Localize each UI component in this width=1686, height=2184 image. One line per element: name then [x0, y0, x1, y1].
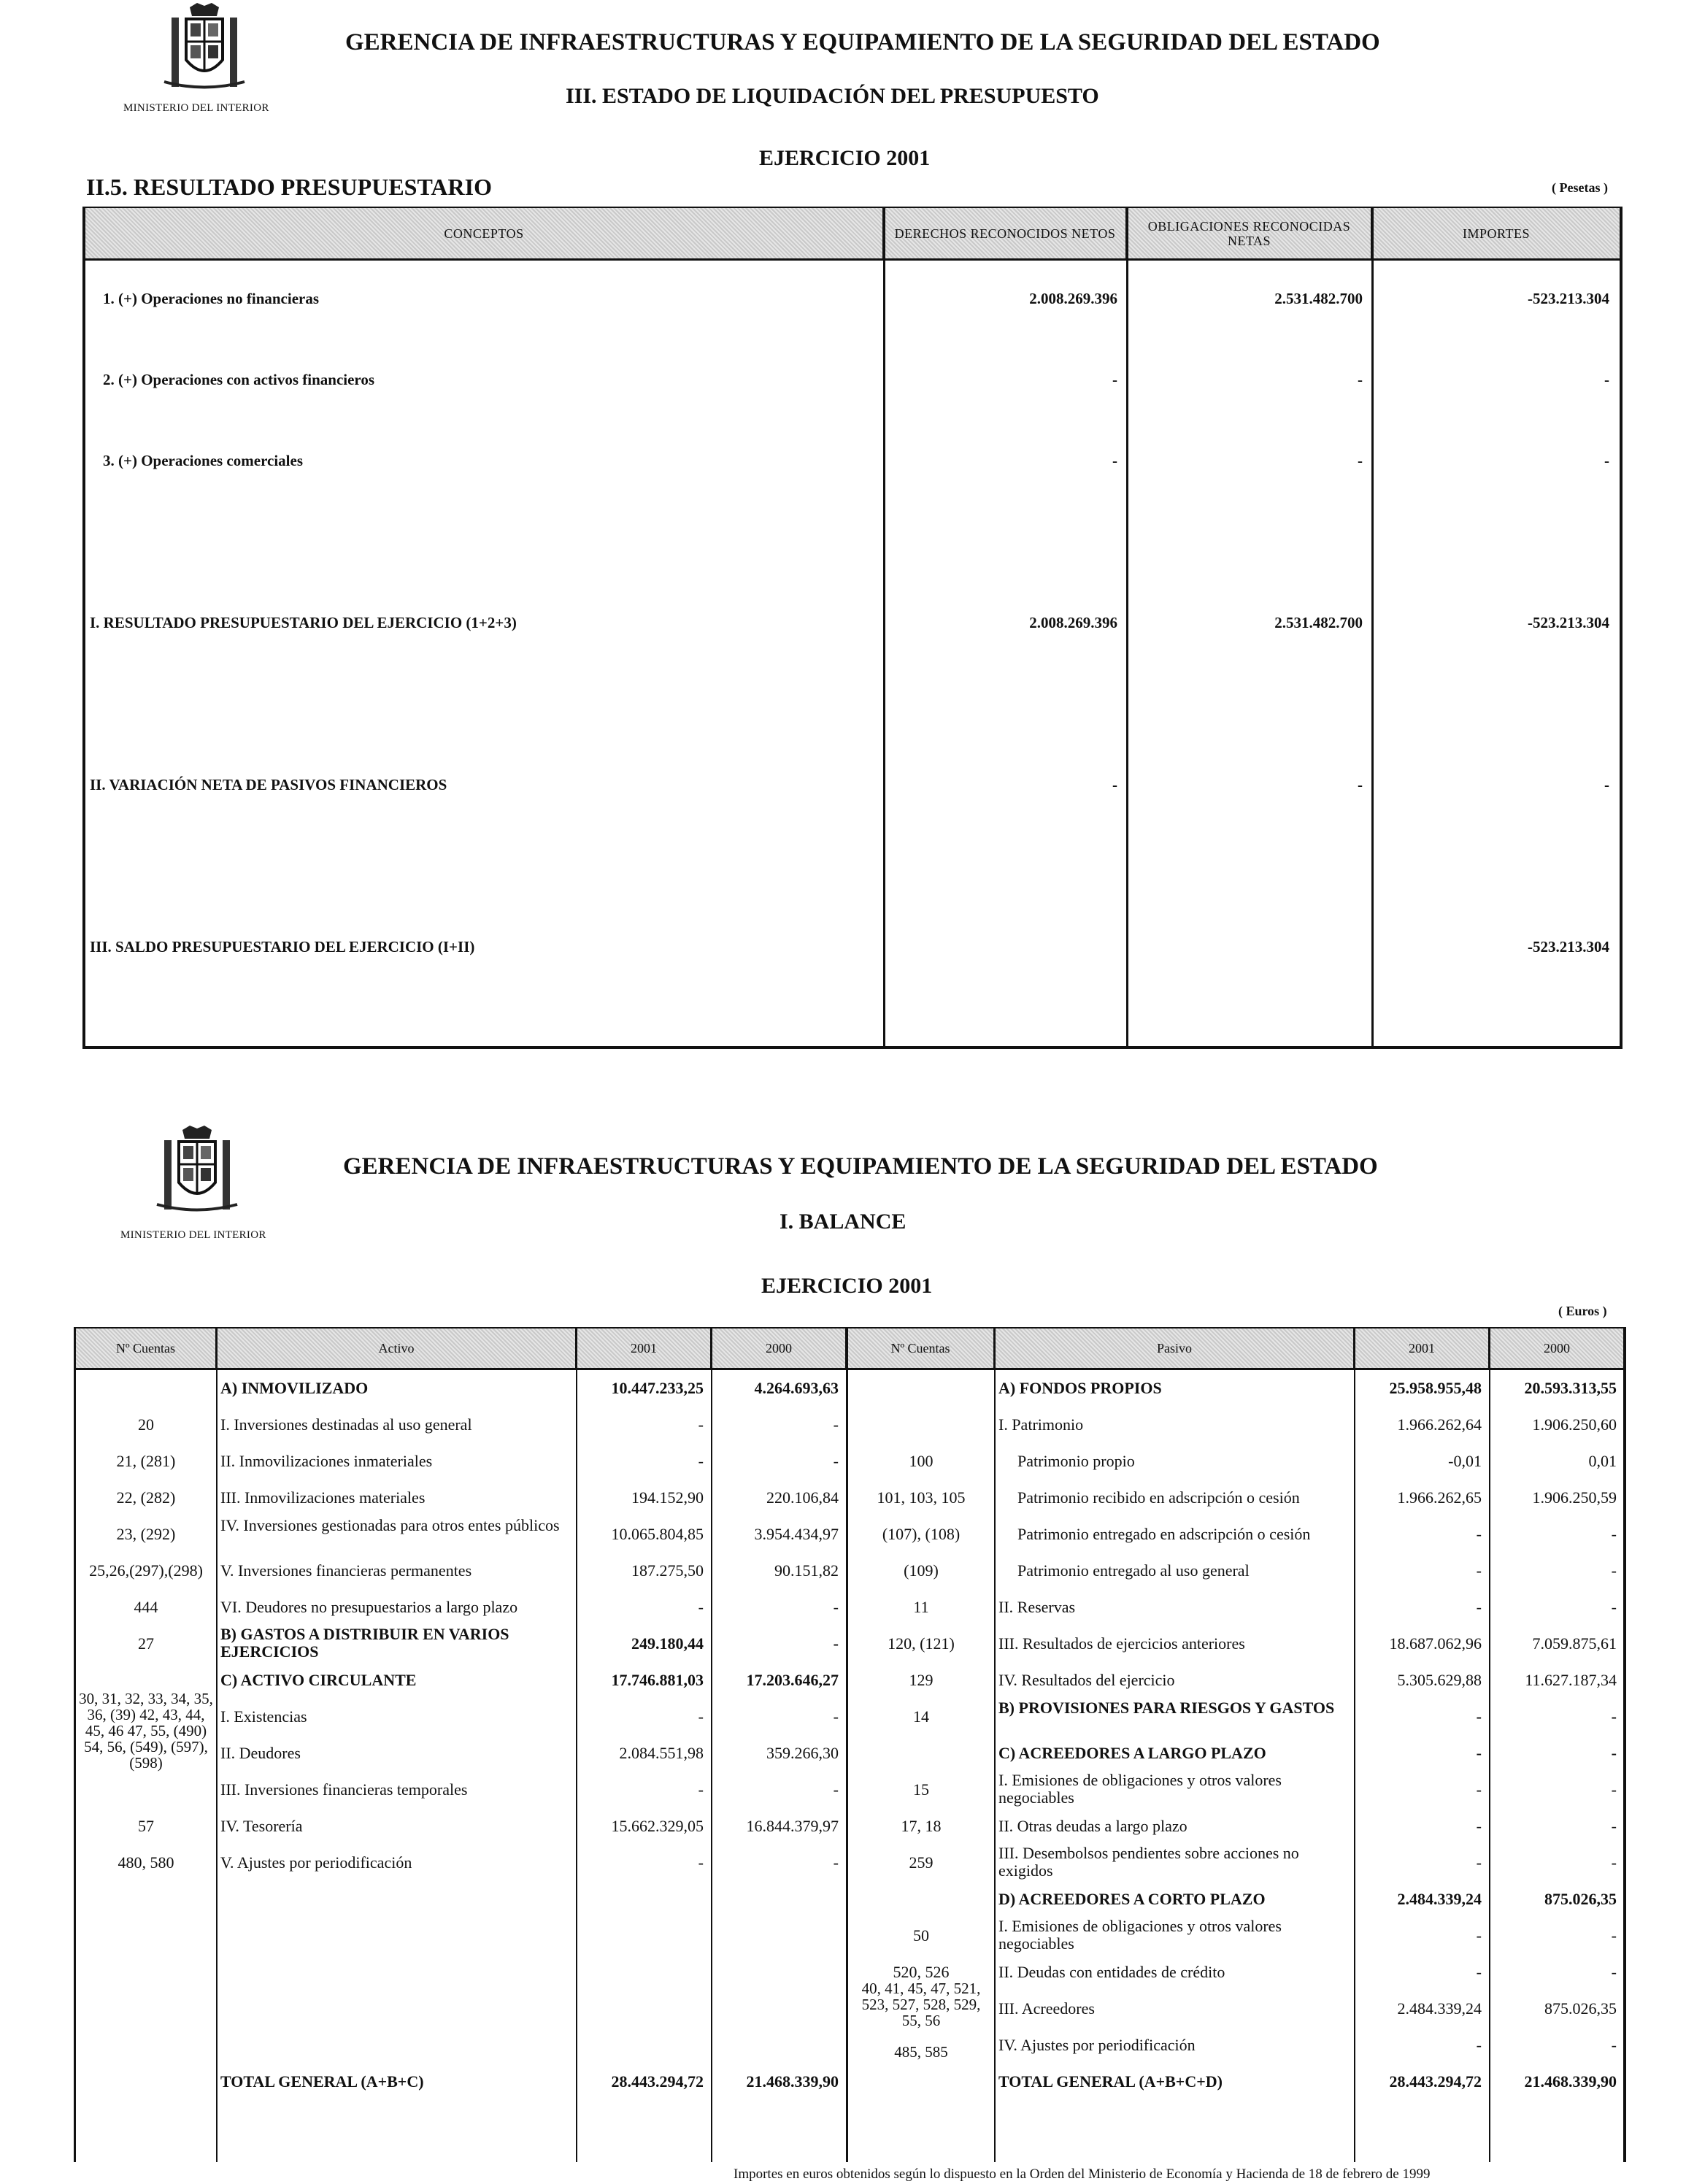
- column-divider: [576, 1329, 577, 2162]
- row-importes: -: [1604, 452, 1609, 469]
- activo-2001: 10.065.804,85: [611, 1525, 704, 1543]
- activo-label: II. Deudores: [220, 1744, 301, 1762]
- column-divider: [994, 1329, 996, 2162]
- pasivo-account: 15: [913, 1780, 929, 1799]
- organization-title: GERENCIA DE INFRAESTRUCTURAS Y EQUIPAMIENTO DE LA SEGURIDAD DEL ESTADO: [343, 1153, 1378, 1180]
- pasivo-label: I. Emisiones de obligaciones y otros valores negociables: [998, 1917, 1282, 1953]
- pasivo-label: Patrimonio propio: [1017, 1452, 1135, 1470]
- pasivo-account: (109): [904, 1561, 939, 1580]
- ministry-label: MINISTERIO DEL INTERIOR: [123, 102, 269, 114]
- activo-2001: 187.275,50: [631, 1561, 704, 1580]
- pasivo-2001: 1.966.262,65: [1397, 1488, 1482, 1507]
- currency-unit: ( Pesetas ): [1552, 180, 1608, 195]
- pasivo-2000: -: [1611, 1525, 1617, 1543]
- pasivo-2000: -: [1611, 2036, 1617, 2054]
- activo-2000: 220.106,84: [766, 1488, 839, 1507]
- pasivo-2000: 7.059.875,61: [1532, 1634, 1617, 1653]
- row-obligaciones: -: [1358, 776, 1363, 793]
- pasivo-2001: -: [1476, 1817, 1482, 1835]
- activo-label: A) INMOVILIZADO: [220, 1379, 369, 1397]
- pasivo-2001: 2.484.339,24: [1397, 1999, 1482, 2018]
- table-row: [85, 452, 1620, 478]
- activo-account: 22, (282): [116, 1488, 176, 1507]
- activo-label: III. Inversiones financieras temporales: [220, 1780, 468, 1799]
- table-row: [85, 290, 1620, 316]
- activo-label: V. Ajustes por periodificación: [220, 1853, 412, 1872]
- activo-account: 444: [134, 1598, 158, 1616]
- table-row: [85, 776, 1620, 802]
- pasivo-label: A) FONDOS PROPIOS: [998, 1379, 1162, 1397]
- pasivo-label: I. Patrimonio: [998, 1415, 1084, 1434]
- table-row: [85, 614, 1620, 640]
- pasivo-2001: -: [1476, 1744, 1482, 1762]
- column-header-conceptos: CONCEPTOS: [85, 208, 885, 261]
- column-header-accounts-pasivo: Nº Cuentas: [847, 1329, 996, 1370]
- column-divider: [216, 1329, 218, 2162]
- pasivo-label: IV. Resultados del ejercicio: [998, 1671, 1175, 1689]
- activo-label: B) GASTOS A DISTRIBUIR EN VARIOS EJERCICIOS: [220, 1625, 509, 1661]
- activo-account: 21, (281): [116, 1452, 176, 1470]
- row-concept: 1. (+) Operaciones no financieras: [103, 290, 320, 307]
- section-subtitle: II.5. RESULTADO PRESUPUESTARIO: [86, 174, 492, 200]
- pasivo-2000: 0,01: [1588, 1452, 1617, 1470]
- activo-account: 57: [138, 1817, 154, 1835]
- column-header-pasivo-2001: 2001: [1355, 1329, 1490, 1370]
- activo-2000: -: [833, 1780, 839, 1799]
- pasivo-account: 50: [913, 1926, 929, 1945]
- activo-2000: -: [833, 1707, 839, 1726]
- pasivo-account: 120, (121): [888, 1634, 955, 1653]
- row-derechos: -: [1112, 776, 1117, 793]
- row-obligaciones: 2.531.482.700: [1274, 290, 1363, 307]
- activo-2000: 16.844.379,97: [746, 1817, 839, 1835]
- activo-2000: -: [833, 1452, 839, 1470]
- row-concept: I. RESULTADO PRESUPUESTARIO DEL EJERCICIO (1+2+3): [90, 614, 517, 631]
- pasivo-2001: 1.966.262,64: [1397, 1415, 1482, 1434]
- activo-2001: -: [698, 1853, 704, 1872]
- row-derechos: -: [1112, 371, 1117, 388]
- pasivo-label: III. Resultados de ejercicios anteriores: [998, 1634, 1245, 1653]
- pasivo-2000: -: [1611, 1780, 1617, 1799]
- pasivo-label: II. Otras deudas a largo plazo: [998, 1817, 1187, 1835]
- activo-total-2000: 21.468.339,90: [746, 2072, 839, 2091]
- pasivo-2001: 2.484.339,24: [1397, 1890, 1482, 1908]
- activo-2000: 90.151,82: [774, 1561, 839, 1580]
- pasivo-2001: -: [1476, 1707, 1482, 1726]
- pasivo-2000: 11.627.187,34: [1525, 1671, 1617, 1689]
- row-concept: II. VARIACIÓN NETA DE PASIVOS FINANCIEROS: [90, 776, 447, 793]
- activo-account: 480, 580: [118, 1853, 174, 1872]
- pasivo-total-2001: 28.443.294,72: [1389, 2072, 1482, 2091]
- activo-2001: -: [698, 1452, 704, 1470]
- row-concept: 3. (+) Operaciones comerciales: [103, 452, 303, 469]
- pasivo-2000: -: [1611, 1926, 1617, 1945]
- pasivo-account: 11: [913, 1598, 929, 1616]
- column-header-obligaciones: OBLIGACIONES RECONOCIDAS NETAS: [1128, 208, 1373, 261]
- activo-2001: 194.152,90: [631, 1488, 704, 1507]
- coat-of-arms-icon: [150, 1124, 245, 1215]
- pasivo-label: I. Emisiones de obligaciones y otros valores negociables: [998, 1771, 1282, 1807]
- pasivo-2000: -: [1611, 1963, 1617, 1981]
- pasivo-2001: 18.687.062,96: [1389, 1634, 1482, 1653]
- pasivo-2000: 1.906.250,59: [1532, 1488, 1617, 1507]
- pasivo-account: 101, 103, 105: [877, 1488, 966, 1507]
- activo-label: C) ACTIVO CIRCULANTE: [220, 1671, 417, 1689]
- row-obligaciones: -: [1358, 371, 1363, 388]
- pasivo-2000: 875.026,35: [1544, 1999, 1617, 2018]
- pasivo-2001: -: [1476, 1780, 1482, 1799]
- row-derechos: 2.008.269.396: [1029, 614, 1117, 631]
- budget-result-table: [82, 207, 1623, 1049]
- pasivo-2001: 5.305.629,88: [1397, 1671, 1482, 1689]
- pasivo-2000: -: [1611, 1817, 1617, 1835]
- pasivo-account: 14: [913, 1707, 929, 1726]
- pasivo-total-2000: 21.468.339,90: [1524, 2072, 1617, 2091]
- pasivo-2001: -0,01: [1448, 1452, 1482, 1470]
- activo-total-label: TOTAL GENERAL (A+B+C): [220, 2072, 424, 2091]
- pasivo-2001: 25.958.955,48: [1389, 1379, 1482, 1397]
- pasivo-label: IV. Ajustes por periodificación: [998, 2036, 1196, 2054]
- activo-account: 20: [138, 1415, 154, 1434]
- pasivo-2000: 875.026,35: [1544, 1890, 1617, 1908]
- currency-unit: ( Euros ): [1558, 1304, 1607, 1318]
- activo-label: IV. Inversiones gestionadas para otros entes públicos: [220, 1516, 560, 1534]
- report-title: I. BALANCE: [780, 1210, 906, 1234]
- row-obligaciones: 2.531.482.700: [1274, 614, 1363, 631]
- activo-label: III. Inmovilizaciones materiales: [220, 1488, 426, 1507]
- row-importes: -523.213.304: [1528, 614, 1609, 631]
- pasivo-label: II. Deudas con entidades de crédito: [998, 1963, 1225, 1981]
- pasivo-account: 17, 18: [901, 1817, 942, 1835]
- pasivo-label: B) PROVISIONES PARA RIESGOS Y GASTOS: [998, 1699, 1335, 1717]
- organization-title: GERENCIA DE INFRAESTRUCTURAS Y EQUIPAMIENTO DE LA SEGURIDAD DEL ESTADO: [345, 29, 1380, 55]
- pasivo-2001: -: [1476, 1926, 1482, 1945]
- coat-of-arms-icon: [157, 1, 252, 93]
- exercise-label: EJERCICIO 2001: [761, 1274, 933, 1298]
- pasivo-account: 40, 41, 45, 47, 521, 523, 527, 528, 529, 55, 56: [861, 1980, 981, 2029]
- pasivo-label: D) ACREEDORES A CORTO PLAZO: [998, 1890, 1266, 1908]
- column-header-activo-2000: 2000: [712, 1329, 847, 1370]
- activo-2000: 17.203.646,27: [746, 1671, 839, 1689]
- pasivo-2001: -: [1476, 2036, 1482, 2054]
- column-header-importes: IMPORTES: [1373, 208, 1620, 261]
- column-header-activo: Activo: [218, 1329, 577, 1370]
- pasivo-2001: -: [1476, 1561, 1482, 1580]
- row-importes: -: [1604, 371, 1609, 388]
- column-header-accounts-activo: Nº Cuentas: [76, 1329, 218, 1370]
- pasivo-2000: -: [1611, 1707, 1617, 1726]
- column-header-derechos: DERECHOS RECONOCIDOS NETOS: [885, 208, 1128, 261]
- column-divider: [711, 1329, 712, 2162]
- activo-label: I. Inversiones destinadas al uso general: [220, 1415, 472, 1434]
- activo-label: II. Inmovilizaciones inmateriales: [220, 1452, 433, 1470]
- pasivo-label: Patrimonio entregado al uso general: [1017, 1561, 1250, 1580]
- pasivo-account: 259: [909, 1853, 934, 1872]
- pasivo-2001: -: [1476, 1525, 1482, 1543]
- pasivo-account: 485, 585: [894, 2043, 948, 2061]
- pasivo-2001: -: [1476, 1598, 1482, 1616]
- activo-2000: 359.266,30: [766, 1744, 839, 1762]
- pasivo-2001: -: [1476, 1963, 1482, 1981]
- activo-2000: -: [833, 1598, 839, 1616]
- row-derechos: -: [1112, 452, 1117, 469]
- row-concept: III. SALDO PRESUPUESTARIO DEL EJERCICIO (I+II): [90, 938, 475, 956]
- pasivo-label: C) ACREEDORES A LARGO PLAZO: [998, 1744, 1266, 1762]
- activo-label: I. Existencias: [220, 1707, 307, 1726]
- pasivo-2000: -: [1611, 1561, 1617, 1580]
- pasivo-account: 100: [909, 1452, 934, 1470]
- pasivo-label: III. Acreedores: [998, 1999, 1095, 2018]
- pasivo-label: Patrimonio entregado en adscripción o cesión: [1017, 1525, 1311, 1543]
- activo-label: VI. Deudores no presupuestarios a largo plazo: [220, 1598, 518, 1616]
- activo-merged-accounts: 30, 31, 32, 33, 34, 35, 36, (39) 42, 43, 44, 45, 46 47, 55, (490) 54, 56, (549), (597), (598): [79, 1690, 213, 1772]
- balance-sheet-table: [74, 1327, 1626, 2162]
- pasivo-account: 129: [909, 1671, 934, 1689]
- footnote: Importes en euros obtenidos según lo dispuesto en la Orden del Ministerio de Economía y Hacienda de 18 de febrero de 1999: [734, 2166, 1431, 2182]
- pasivo-account: (107), (108): [882, 1525, 961, 1543]
- pasivo-2000: -: [1611, 1598, 1617, 1616]
- row-importes: -: [1604, 776, 1609, 793]
- column-divider: [1354, 1329, 1355, 2162]
- activo-label: V. Inversiones financieras permanentes: [220, 1561, 472, 1580]
- pasivo-2000: -: [1611, 1744, 1617, 1762]
- activo-2001: -: [698, 1780, 704, 1799]
- ministry-label: MINISTERIO DEL INTERIOR: [120, 1229, 266, 1241]
- pasivo-2000: 20.593.313,55: [1524, 1379, 1617, 1397]
- pasivo-2000: -: [1611, 1853, 1617, 1872]
- activo-2000: -: [833, 1634, 839, 1653]
- exercise-label: EJERCICIO 2001: [759, 146, 931, 170]
- activo-2001: -: [698, 1415, 704, 1434]
- row-derechos: 2.008.269.396: [1029, 290, 1117, 307]
- pasivo-label: III. Desembolsos pendientes sobre acciones no exigidos: [998, 1844, 1299, 1880]
- activo-2000: 3.954.434,97: [754, 1525, 839, 1543]
- activo-2001: -: [698, 1598, 704, 1616]
- row-importes: -523.213.304: [1528, 290, 1609, 307]
- activo-2000: -: [833, 1853, 839, 1872]
- activo-2001: 10.447.233,25: [611, 1379, 704, 1397]
- pasivo-2000: 1.906.250,60: [1532, 1415, 1617, 1434]
- report-title: III. ESTADO DE LIQUIDACIÓN DEL PRESUPUESTO: [566, 84, 1099, 108]
- pasivo-2001: -: [1476, 1853, 1482, 1872]
- row-obligaciones: -: [1358, 452, 1363, 469]
- activo-2000: -: [833, 1415, 839, 1434]
- table-row: [85, 938, 1620, 964]
- column-header-pasivo-2000: 2000: [1490, 1329, 1623, 1370]
- row-importes: -523.213.304: [1528, 938, 1609, 956]
- activo-2000: 4.264.693,63: [754, 1379, 839, 1397]
- pasivo-total-label: TOTAL GENERAL (A+B+C+D): [998, 2072, 1223, 2091]
- column-header-activo-2001: 2001: [577, 1329, 712, 1370]
- row-concept: 2. (+) Operaciones con activos financieros: [103, 371, 375, 388]
- activo-2001: 15.662.329,05: [611, 1817, 704, 1835]
- activo-account: 23, (292): [116, 1525, 176, 1543]
- activo-2001: 2.084.551,98: [619, 1744, 704, 1762]
- activo-account: 25,26,(297),(298): [89, 1561, 203, 1580]
- pasivo-account: 520, 526: [893, 1963, 950, 1981]
- column-divider: [1489, 1329, 1490, 2162]
- pasivo-label: II. Reservas: [998, 1598, 1076, 1616]
- activo-total-2001: 28.443.294,72: [611, 2072, 704, 2091]
- activo-label: IV. Tesorería: [220, 1817, 303, 1835]
- pasivo-label: Patrimonio recibido en adscripción o cesión: [1017, 1488, 1300, 1507]
- activo-2001: -: [698, 1707, 704, 1726]
- activo-2001: 17.746.881,03: [611, 1671, 704, 1689]
- column-header-pasivo: Pasivo: [996, 1329, 1355, 1370]
- table-row: [85, 371, 1620, 397]
- activo-account: 27: [138, 1634, 154, 1653]
- activo-2001: 249.180,44: [631, 1634, 704, 1653]
